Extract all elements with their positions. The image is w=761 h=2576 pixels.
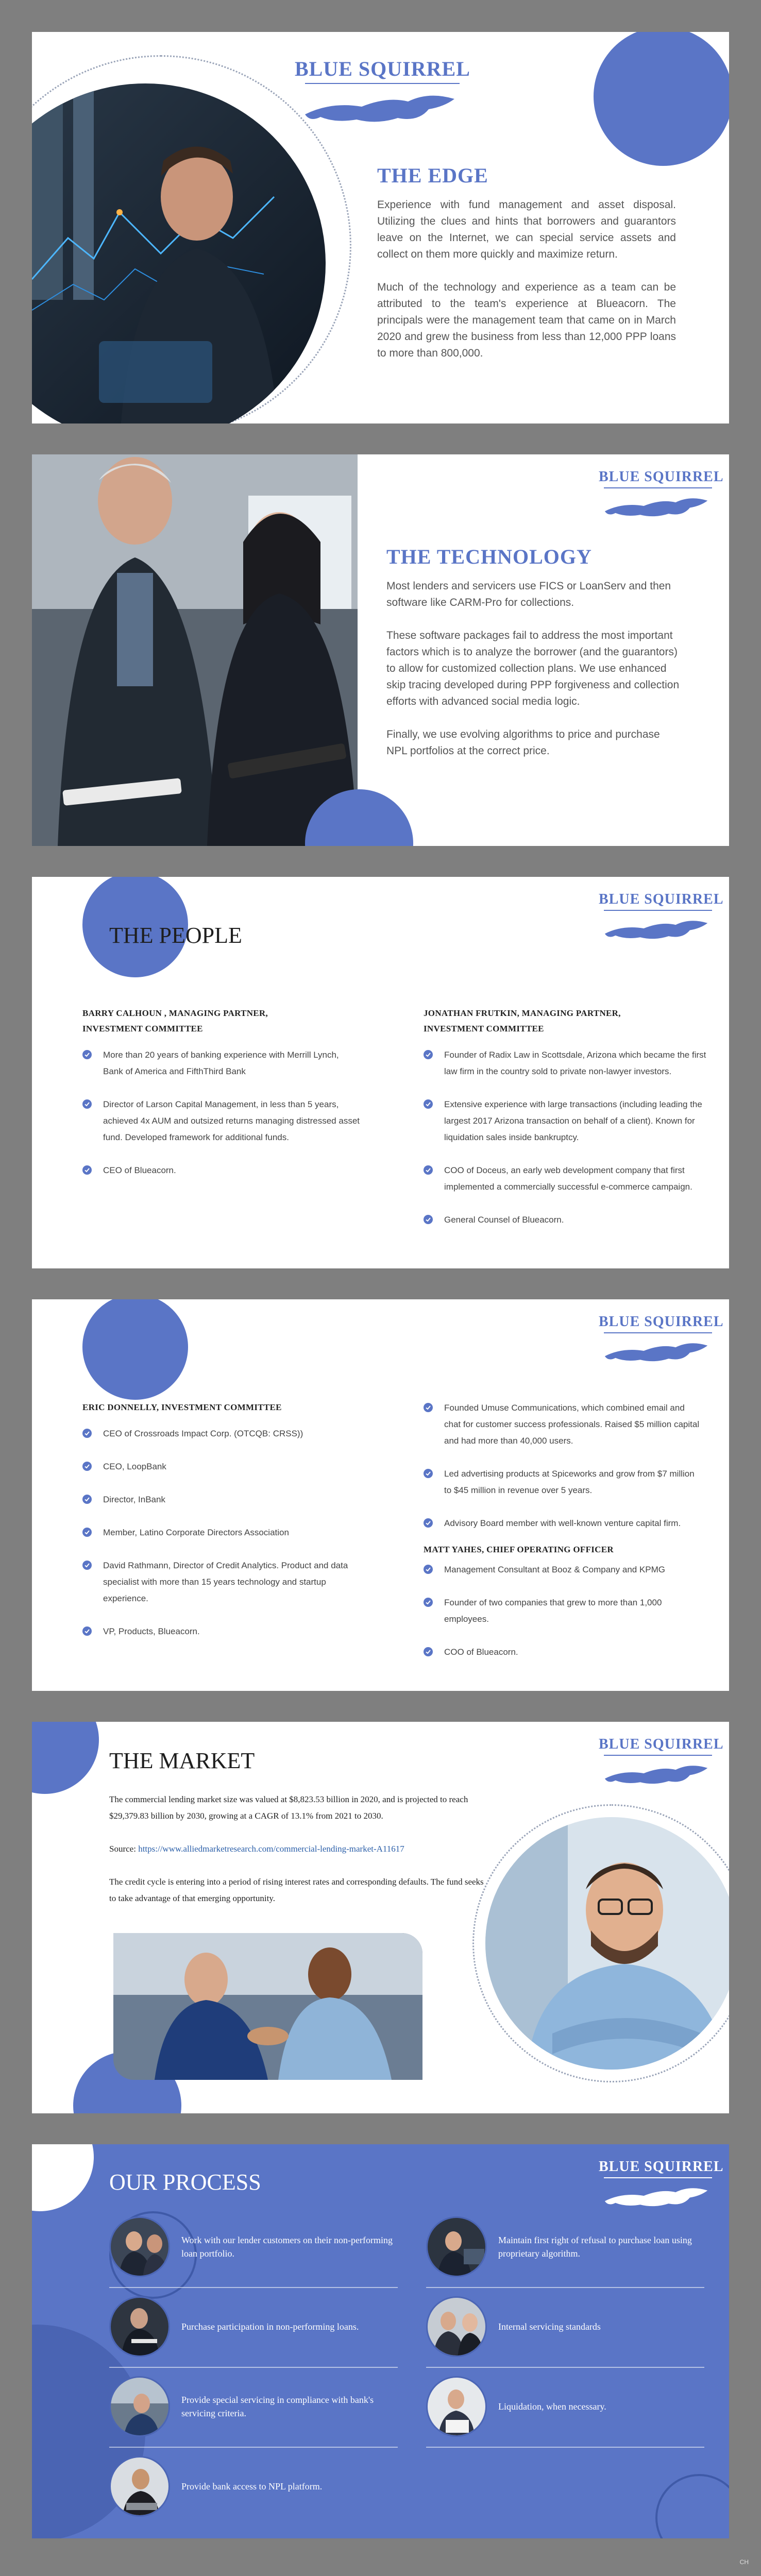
list-item: Director of Larson Capital Management, in less than 5 years, achieved 4x AUM and outsized returns managing distressed asset fund. Developed framework for additional funds. — [82, 1096, 361, 1146]
process-step — [109, 2376, 398, 2437]
list-item: Advisory Board member with well-known venture capital firm. — [424, 1515, 702, 1532]
market-body — [109, 1791, 485, 1907]
squirrel-icon — [601, 1335, 715, 1366]
check-circle-icon — [424, 1565, 433, 1574]
decor-circle — [32, 2144, 94, 2211]
squirrel-icon — [601, 1758, 715, 1789]
process-step — [109, 2456, 398, 2517]
check-circle-icon — [82, 1495, 92, 1504]
brand-name: BLUE SQUIRREL — [599, 891, 724, 907]
list-item: Founder of Radix Law in Scottsdale, Arizona which became the first law firm in the country sold to private non-lawyer investors. — [424, 1047, 712, 1080]
squirrel-icon — [300, 86, 465, 127]
decor-circle — [82, 1299, 188, 1400]
source-link[interactable]: https://www.alliedmarketresearch.com/commercial-lending-market-A11617 — [138, 1844, 404, 1854]
list-item: Founder of two companies that grew to more than 1,000 employees. — [424, 1595, 702, 1628]
check-circle-icon — [424, 1403, 433, 1412]
process-thumbnail — [109, 2456, 170, 2517]
check-circle-icon — [82, 1099, 92, 1109]
check-circle-icon — [424, 1050, 433, 1059]
process-thumbnail — [109, 2376, 170, 2437]
person-heading: JONATHAN FRUTKIN, MANAGING PARTNER, INVESTMENT COMMITTEE — [424, 1008, 621, 1033]
brand-logo — [599, 469, 724, 524]
process-step-text: Liquidation, when necessary. — [498, 2401, 606, 2412]
list-item: COO of Doceus, an early web development company that first implemented a commercially successful e-commerce campaign. — [424, 1162, 712, 1195]
people-title: THE PEOPLE — [109, 923, 242, 948]
list-item: CEO, LoopBank — [82, 1459, 361, 1475]
technology-paragraph: Most lenders and servicers use FICS or LoanServ and then software like CARM-Pro for collections. — [386, 580, 671, 608]
list-item: David Rathmann, Director of Credit Analytics. Product and data specialist with more than 15 years technology and startup experience. — [82, 1557, 361, 1607]
edge-title: THE EDGE — [377, 164, 488, 187]
process-step-text: Purchase participation in non-performing loans. — [181, 2321, 359, 2332]
decor-ring — [655, 2474, 729, 2538]
edge-paragraph: Much of the technology and experience as a team can be attributed to the team's experience at Blueacorn. The principals were the management team that came on in March 2020 and grew the business from less than 12,000 PPP loans to more than 800,000. — [377, 281, 676, 359]
people2-right-column — [424, 1400, 702, 1677]
list-item: General Counsel of Blueacorn. — [424, 1212, 712, 1228]
list-item: Member, Latino Corporate Directors Association — [82, 1524, 361, 1541]
process-step-text: Internal servicing standards — [498, 2321, 601, 2332]
team-discussion-photo — [32, 454, 358, 846]
check-circle-icon — [82, 1561, 92, 1570]
check-circle-icon — [82, 1462, 92, 1471]
slide-our-process — [32, 2144, 729, 2538]
person-heading: MATT YAHES, CHIEF OPERATING OFFICER — [424, 1545, 614, 1554]
market-source: Source: https://www.alliedmarketresearch.com/commercial-lending-market-A11617 — [109, 1844, 404, 1854]
divider — [426, 2287, 704, 2288]
check-circle-icon — [424, 1215, 433, 1224]
squirrel-icon — [601, 913, 715, 944]
process-thumbnail — [426, 2296, 487, 2357]
list-item: Director, InBank — [82, 1492, 361, 1508]
technology-paragraph: Finally, we use evolving algorithms to price and purchase NPL portfolios at the correct price. — [386, 728, 660, 757]
brand-logo — [599, 2159, 724, 2214]
decor-circle — [594, 32, 729, 166]
process-title: OUR PROCESS — [109, 2170, 261, 2195]
slide-the-technology — [32, 454, 729, 846]
market-paragraph: The commercial lending market size was valued at $8,823.53 billion in 2020, and is projected to reach $29,379.83 billion by 2030, growing at a CAGR of 13.1% from 2021 to 2030. — [109, 1794, 468, 1821]
check-circle-icon — [82, 1050, 92, 1059]
list-item: Founded Umuse Communications, which combined email and chat for customer success professionals. Raised $5 million capital and had more than 40,000 users. — [424, 1400, 702, 1449]
squirrel-icon — [601, 490, 715, 521]
list-item: More than 20 years of banking experience with Merrill Lynch, Bank of America and FifthThird Bank — [82, 1047, 361, 1080]
slide-the-edge — [32, 32, 729, 423]
process-step-text: Provide special servicing in compliance with bank's servicing criteria. — [181, 2395, 374, 2418]
list-item: VP, Products, Blueacorn. — [82, 1623, 361, 1640]
process-step — [109, 2216, 398, 2277]
list-item: COO of Blueacorn. — [424, 1644, 702, 1660]
technology-paragraph: These software packages fail to address the most important factors which is to analyze the borrower (and the guarantors) to allow for customized collection plans. We use enhanced skip tracing developed during PPP forgiveness and collection efforts with advanced social media logic. — [386, 630, 680, 707]
check-circle-icon — [82, 1429, 92, 1438]
brand-name: BLUE SQUIRREL — [295, 57, 470, 80]
brand-logo — [599, 891, 724, 946]
check-circle-icon — [82, 1528, 92, 1537]
footer-mark: CH — [739, 2558, 749, 2566]
handshake-photo — [113, 1933, 422, 2080]
smiling-man-photo — [485, 1817, 729, 2070]
person-heading: BARRY CALHOUN , MANAGING PARTNER, INVESTMENT COMMITTEE — [82, 1008, 268, 1033]
process-thumbnail — [426, 2376, 487, 2437]
slide-the-people — [32, 877, 729, 1268]
market-title: THE MARKET — [109, 1748, 255, 1773]
process-thumbnail — [426, 2216, 487, 2277]
brand-name: BLUE SQUIRREL — [599, 1314, 724, 1330]
list-item: CEO of Crossroads Impact Corp. (OTCQB: CRSS)) — [82, 1426, 361, 1442]
process-step — [426, 2216, 704, 2277]
people-left-column — [82, 1006, 361, 1195]
brand-name: BLUE SQUIRREL — [599, 1736, 724, 1752]
list-item: Management Consultant at Booz & Company and KPMG — [424, 1562, 702, 1578]
process-step-text: Provide bank access to NPL platform. — [181, 2481, 323, 2492]
slide-the-market — [32, 1722, 729, 2113]
people2-left-column — [82, 1400, 361, 1656]
check-circle-icon — [424, 1099, 433, 1109]
edge-body — [377, 197, 676, 378]
check-circle-icon — [82, 1165, 92, 1175]
list-item: Extensive experience with large transactions (including leading the largest 2017 Arizona transaction on behalf of a client). Known for liquidation sales inside bankruptcy. — [424, 1096, 712, 1146]
check-circle-icon — [424, 1647, 433, 1656]
check-circle-icon — [424, 1598, 433, 1607]
process-thumbnail — [109, 2216, 170, 2277]
process-step-text: Work with our lender customers on their non-performing loan portfolio. — [181, 2235, 393, 2259]
divider — [109, 2367, 398, 2368]
market-paragraph: The credit cycle is entering into a period of rising interest rates and corresponding defaults. The fund seeks to take advantage of that emerging opportunity. — [109, 1877, 484, 1903]
divider — [109, 2447, 398, 2448]
check-circle-icon — [82, 1626, 92, 1636]
list-item: CEO of Blueacorn. — [82, 1162, 361, 1179]
person-heading: ERIC DONNELLY, INVESTMENT COMMITTEE — [82, 1402, 282, 1412]
brand-logo — [599, 1736, 724, 1791]
technology-title: THE TECHNOLOGY — [386, 545, 592, 568]
technology-body — [386, 578, 683, 776]
slide-the-people-continued — [32, 1299, 729, 1691]
edge-paragraph: Experience with fund management and asset disposal. Utilizing the clues and hints that borrowers and guarantors leave on the Internet, we can special service assets and collect on them more quickly and maximize return. — [377, 199, 676, 260]
divider — [426, 2447, 704, 2448]
brand-logo — [295, 57, 470, 130]
check-circle-icon — [424, 1469, 433, 1478]
brand-name: BLUE SQUIRREL — [599, 469, 724, 485]
process-thumbnail — [109, 2296, 170, 2357]
process-step — [426, 2376, 704, 2437]
process-step-text: Maintain first right of refusal to purchase loan using proprietary algorithm. — [498, 2235, 692, 2259]
decor-circle — [32, 1722, 99, 1794]
people-right-column — [424, 1006, 712, 1245]
process-step — [426, 2296, 704, 2357]
brand-name: BLUE SQUIRREL — [599, 2159, 724, 2175]
squirrel-icon — [601, 2180, 715, 2211]
process-step — [109, 2296, 398, 2357]
check-circle-icon — [424, 1165, 433, 1175]
divider — [426, 2367, 704, 2368]
list-item: Led advertising products at Spiceworks and grow from $7 million to $45 million in revenue over 5 years. — [424, 1466, 702, 1499]
check-circle-icon — [424, 1518, 433, 1528]
divider — [109, 2287, 398, 2288]
brand-logo — [599, 1314, 724, 1369]
